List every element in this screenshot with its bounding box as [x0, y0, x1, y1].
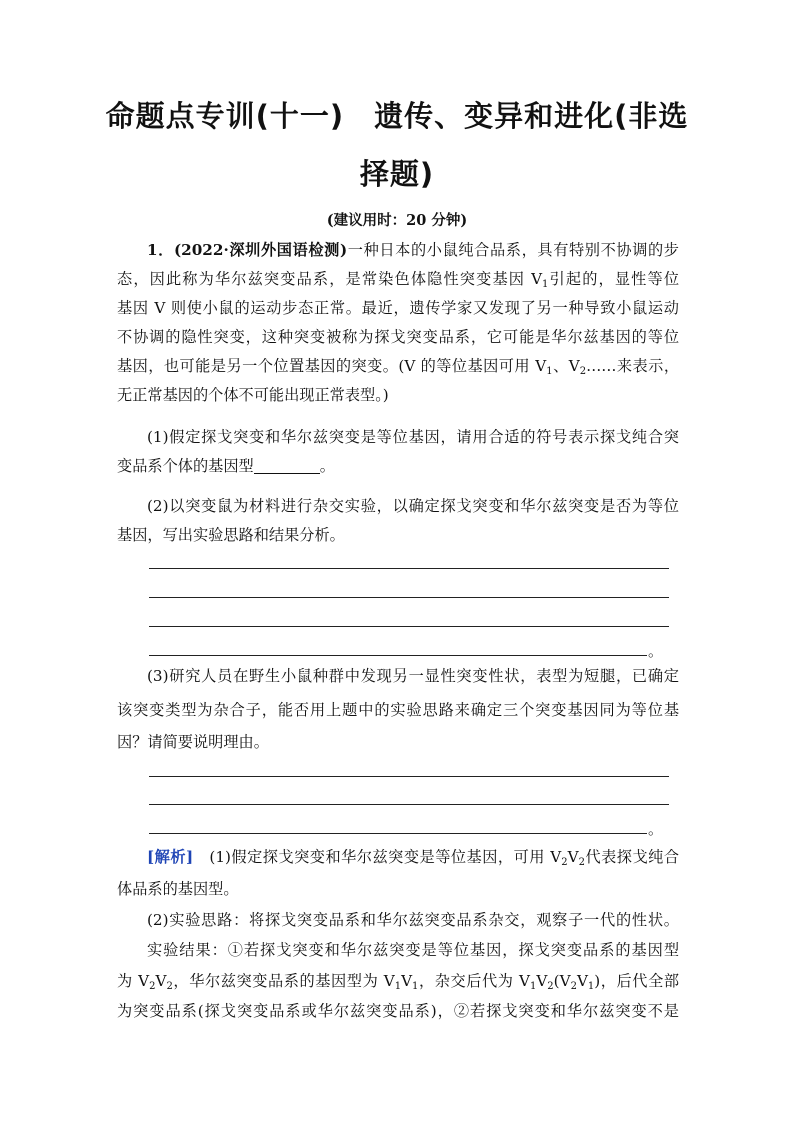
question-stem-line: 基因 V 则使小鼠的运动步态正常。最近，遗传学家又发现了另一种导致小鼠运动: [117, 299, 679, 317]
part3-line: 因？请简要说明理由。: [117, 733, 269, 751]
question-stem-line: 不协调的隐性突变，这种突变被称为探戈突变品系，它可能是华尔兹基因的等位: [117, 328, 679, 346]
page-title-continued: 择题): [359, 157, 435, 191]
part3-line: (3)研究人员在野生小鼠种群中发现另一显性突变性状，表型为短腿，已确定: [147, 667, 679, 685]
period: 。: [648, 820, 664, 838]
part2-line: (2)以突变鼠为材料进行杂交实验，以确定探戈突变和华尔兹突变是否为等位: [147, 497, 679, 515]
question-stem-line: 态，因此称为华尔兹突变品系，是常染色体隐性突变基因 $V_1$引起的，显性等位: [117, 270, 680, 290]
analysis-line: 实验结果：①若探戈突变和华尔兹突变是等位基因，探戈突变品系的基因型: [147, 941, 679, 959]
answer-line[interactable]: [149, 626, 669, 627]
answer-line[interactable]: [149, 776, 669, 777]
analysis-line: (2)实验思路：将探戈突变品系和华尔兹突变品系杂交，观察子一代的性状。: [147, 911, 679, 929]
part1-line: 变品系个体的基因型 。: [117, 457, 335, 475]
part3-line: 该突变类型为杂合子，能否用上题中的实验思路来确定三个突变基因同为等位基: [117, 701, 679, 719]
part1-line: (1)假定探戈突变和华尔兹突变是等位基因，请用合适的符号表示探戈纯合突: [147, 428, 679, 446]
analysis-line: 体品系的基因型。: [117, 880, 239, 898]
analysis-line: [解析] (1)假定探戈突变和华尔兹突变是等位基因，可用 $V_2V_2$代表探戈纯合: [147, 848, 680, 868]
answer-line[interactable]: [149, 804, 669, 805]
analysis-line: 为突变品系(探戈突变品系或华尔兹突变品系)，②若探戈突变和华尔兹突变不是: [117, 1002, 679, 1020]
part2-line: 基因，写出实验思路和结果分析。: [117, 526, 345, 544]
question-stem-line: 1．(2022·深圳外国语检测)一种日本的小鼠纯合品系，具有特别不协调的步: [147, 241, 679, 259]
page-title: 命题点专训(十一) 遗传、变异和进化(非选: [105, 99, 689, 133]
answer-line[interactable]: [149, 597, 669, 598]
answer-line[interactable]: [149, 655, 647, 656]
answer-blank[interactable]: [254, 456, 320, 474]
suggested-time: (建议用时：20 分钟): [326, 212, 468, 229]
period: 。: [648, 642, 664, 660]
question-stem-line: 基因，也可能是另一个位置基因的突变。(V 的等位基因可用 $V_1$、$V_2\dots\dots$来表示，: [117, 357, 680, 377]
analysis-tag: [解析]: [147, 848, 194, 866]
question-stem-line: 无正常基因的个体不可能出现正常表型。): [117, 386, 389, 404]
answer-line[interactable]: [149, 833, 647, 834]
answer-line[interactable]: [149, 568, 669, 569]
analysis-line: 为 $V_2V_2$，华尔兹突变品系的基因型为 $V_1V_1$，杂交后代为 $V_1V_2(V_2V_1)$，后代全部: [117, 972, 680, 992]
